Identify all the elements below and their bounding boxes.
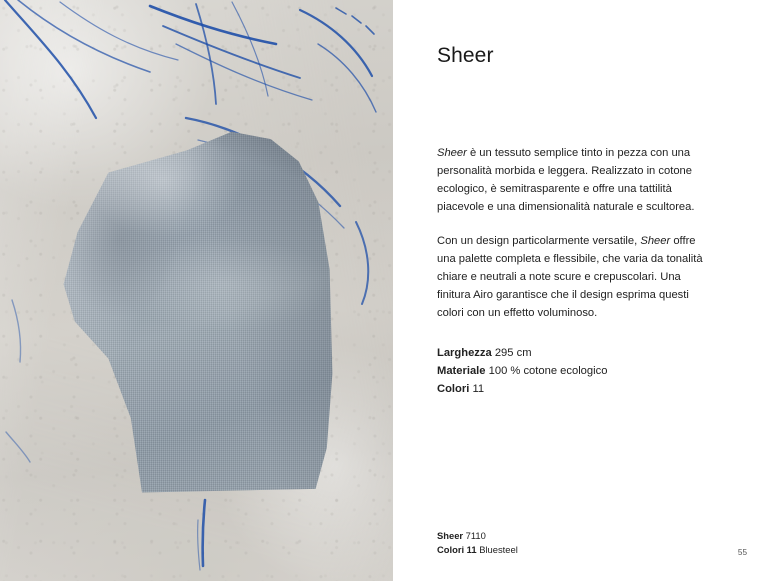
paragraph-1 xyxy=(437,144,709,217)
page-footer xyxy=(437,529,747,557)
spec-item-colori xyxy=(437,381,731,399)
body-text: è un tessuto semplice tinto in pezza con una personalità morbida e leggera. Realizzato in cotone ecologico, è semitrasparente e offre una tattilità piacevole e una dimensionalità naturale e scultorea. xyxy=(437,147,695,214)
footer-line-sheer xyxy=(437,529,518,543)
footer-value-sheer: 7110 xyxy=(465,529,486,541)
emphasis-text: Sheer xyxy=(437,147,467,159)
spec-label: Colori xyxy=(437,382,470,395)
spec-value: 11 xyxy=(472,382,485,395)
footer-reference xyxy=(437,529,518,557)
footer-line-colori xyxy=(437,543,518,557)
footer-label-sheer: Sheer xyxy=(437,529,464,541)
spec-label: Larghezza xyxy=(437,347,492,360)
spec-value: 100 % cotone ecologico xyxy=(488,364,608,377)
product-description-page xyxy=(393,0,775,581)
page-title: Sheer xyxy=(437,44,494,67)
footer-label-colori: Colori 11 xyxy=(437,543,477,555)
body-text: offre una palette completa e flessibile, che varia da tonalità chiare e neutrali a note scure e crepuscolari. Una finitura Airo garantisce che il design esprima questi colori con un effetto voluminoso. xyxy=(437,234,703,320)
paragraph-2 xyxy=(437,232,709,323)
footer-value-colori: Bluesteel xyxy=(479,543,518,555)
description-body xyxy=(437,144,731,322)
spec-item-materiale xyxy=(437,363,731,381)
spec-value: 295 cm xyxy=(494,347,532,360)
body-text: Con un design particolarmente versatile, xyxy=(437,234,641,247)
spec-list xyxy=(437,345,731,398)
emphasis-text: Sheer xyxy=(640,234,671,247)
page-number: 55 xyxy=(737,548,747,557)
spec-item-larghezza xyxy=(437,345,731,363)
spec-label: Materiale xyxy=(437,364,486,377)
